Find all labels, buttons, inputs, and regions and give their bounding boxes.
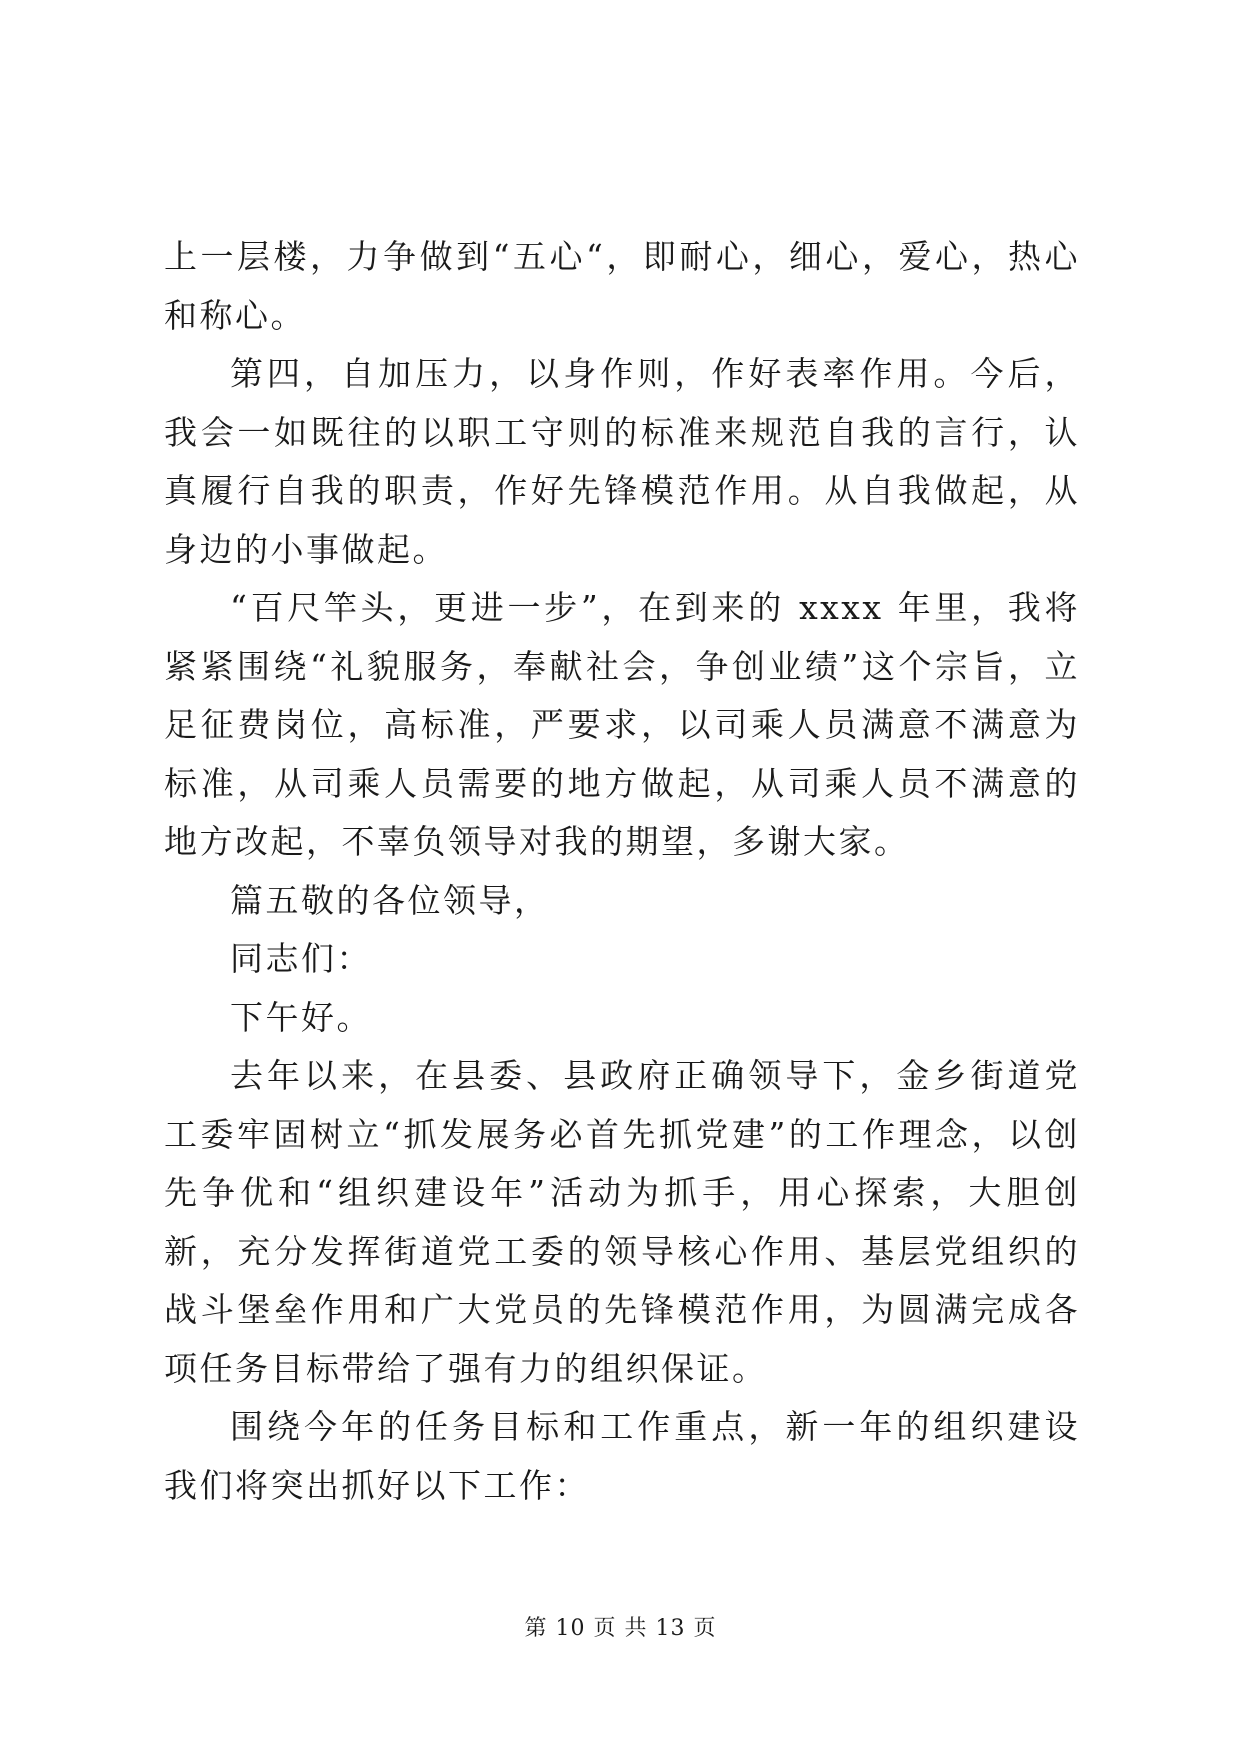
paragraph-2: 第四，自加压力，以身作则，作好表率作用。今后，我会一如既往的以职工守则的标准来规范自我的言行，认真履行自我的职责，作好先锋模范作用。从自我做起，从身边的小事做起。 (164, 354, 1080, 569)
paragraph-4: 篇五敬的各位领导， (230, 880, 550, 920)
paragraph-5: 同志们： (230, 939, 372, 978)
document-body (164, 228, 1080, 1515)
paragraph-8: 围绕今年的任务目标和工作重点，新一年的组织建设我们将突出抓好以下工作： (164, 1407, 1080, 1505)
paragraph-3: “百尺竿头，更进一步”，在到来的 xxxx 年里，我将紧紧围绕“礼貌服务，奉献社会，争创业绩”这个宗旨，立足征费岗位，高标准，严要求，以司乘人员满意不满意为标准，从司乘人员需要的地方做起，从司乘人员不满意的地方改起，不辜负领导对我的期望，多谢大家。 (164, 588, 1080, 861)
paragraph-7: 去年以来，在县委、县政府正确领导下，金乡街道党工委牢固树立“抓发展务必首先抓党建”的工作理念，以创先争优和“组织建设年”活动为抓手，用心探索，大胆创新，充分发挥街道党工委的领导核心作用、基层党组织的战斗堡垒作用和广大党员的先锋模范作用，为圆满完成各项任务目标带给了强有力的组织保证。 (164, 1056, 1080, 1388)
paragraph-1: 上一层楼，力争做到“五心“，即耐心，细心，爱心，热心和称心。 (164, 237, 1080, 335)
page-footer: 第 10 页 共 13 页 (524, 1616, 717, 1641)
paragraph-6: 下午好。 (230, 997, 372, 1037)
